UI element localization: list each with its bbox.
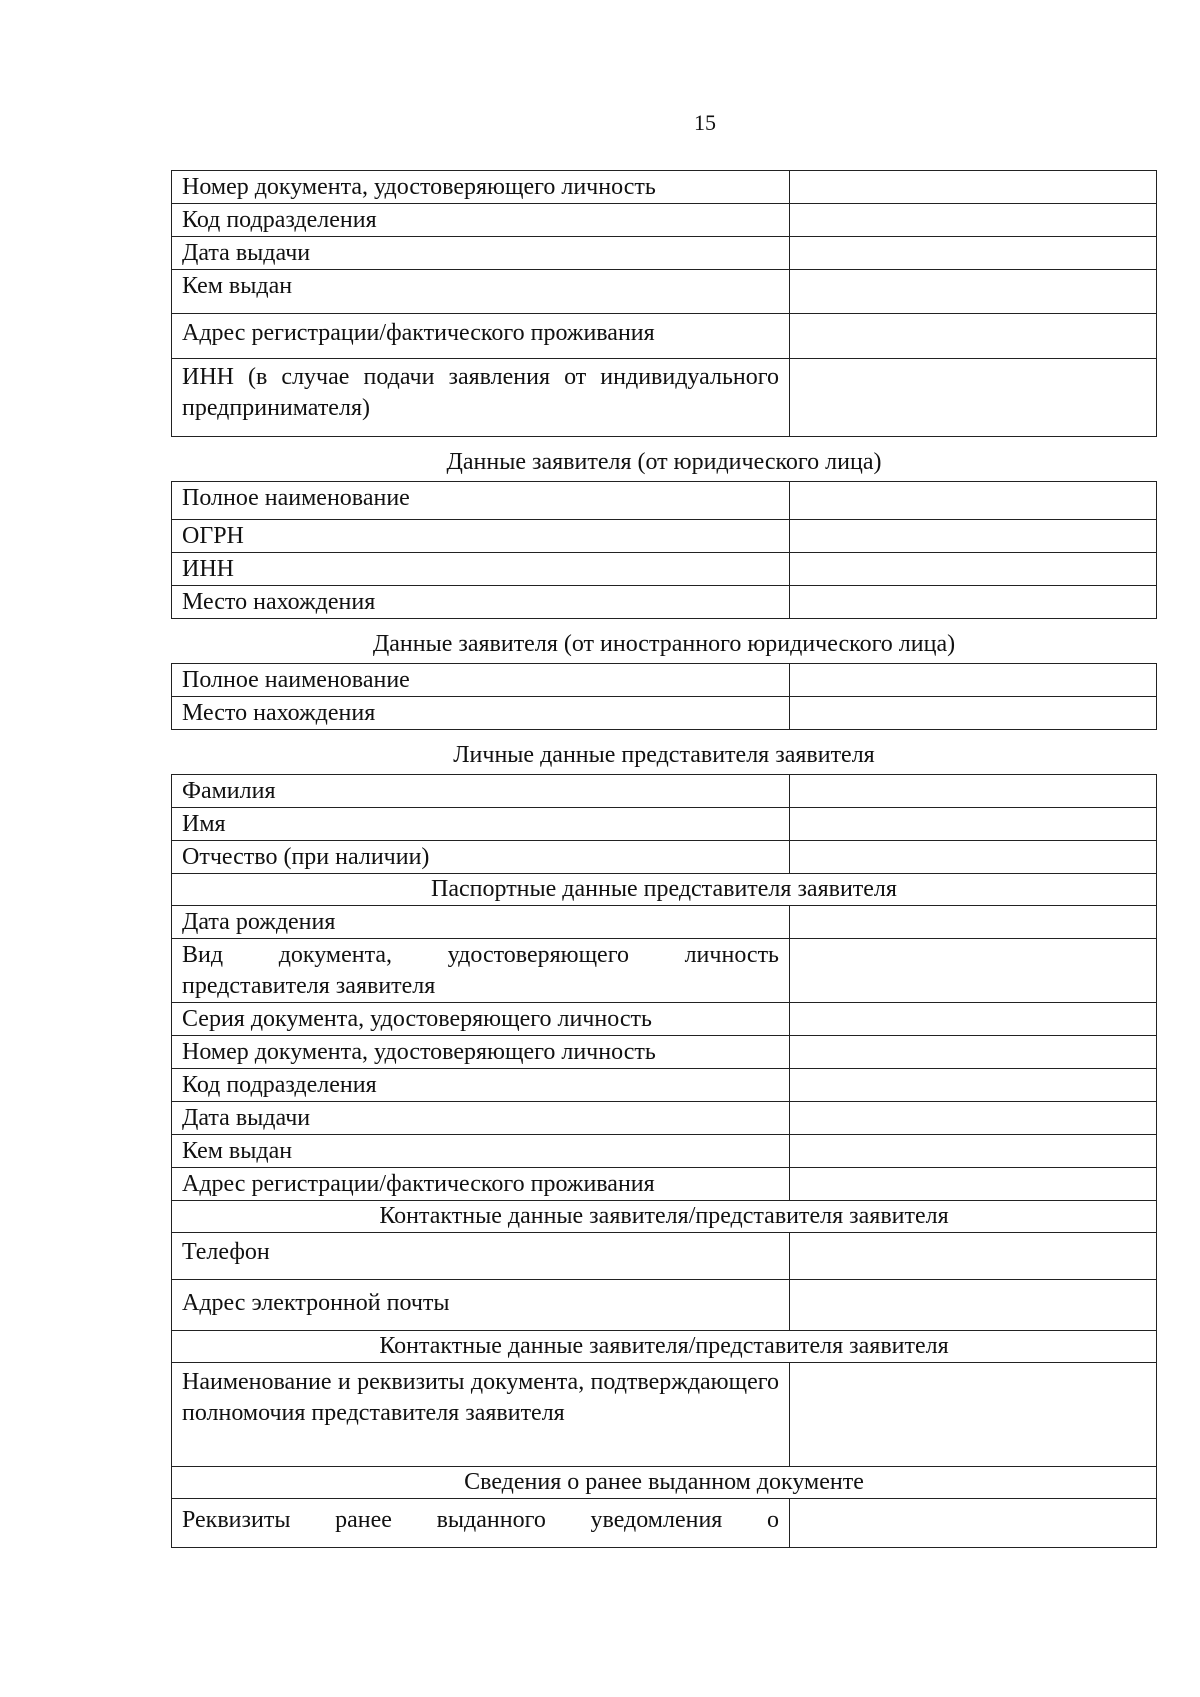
table-row [172, 1280, 1157, 1331]
row-label: Номер документа, удостоверяющего личность [172, 1036, 790, 1069]
row-label: Отчество (при наличии) [172, 841, 790, 874]
row-value-field[interactable] [790, 314, 1157, 359]
section-title-foreign-entity: Данные заявителя (от иностранного юридического лица) [372, 631, 956, 657]
table-row [172, 1499, 1157, 1548]
passport-header: Паспортные данные представителя заявителя [172, 874, 1157, 906]
row-label: Место нахождения [172, 586, 790, 619]
table-row [172, 482, 1157, 520]
page-number: 15 [694, 110, 716, 135]
table-row [172, 1036, 1157, 1069]
table-row [172, 270, 1157, 314]
form-sheet [171, 170, 1157, 1548]
table-row [172, 775, 1157, 808]
foreign-entity-table [171, 663, 1157, 730]
row-value-field[interactable] [790, 171, 1157, 204]
row-label: Фамилия [172, 775, 790, 808]
row-label: ИНН [172, 553, 790, 586]
row-value-field[interactable] [790, 1102, 1157, 1135]
row-value-field[interactable] [790, 1168, 1157, 1201]
row-label: Номер документа, удостоверяющего личность [172, 171, 790, 204]
row-value-field[interactable] [790, 237, 1157, 270]
table-row [172, 520, 1157, 553]
row-label: Вид документа, удостоверяющего личность представителя заявителя [172, 939, 790, 1003]
row-label: Кем выдан [172, 270, 790, 314]
table-row [172, 204, 1157, 237]
row-label: Серия документа, удостоверяющего личность [172, 1003, 790, 1036]
table-row [172, 1003, 1157, 1036]
row-value-field[interactable] [790, 1363, 1157, 1467]
row-value-field[interactable] [790, 808, 1157, 841]
row-value-field[interactable] [790, 1069, 1157, 1102]
table-row [172, 553, 1157, 586]
row-label: ОГРН [172, 520, 790, 553]
row-value-field[interactable] [790, 906, 1157, 939]
table-row [172, 939, 1157, 1003]
table-row [172, 906, 1157, 939]
representative-table [171, 774, 1157, 1548]
row-value-field[interactable] [790, 520, 1157, 553]
table-subheader [172, 1467, 1157, 1499]
row-value-field[interactable] [790, 1003, 1157, 1036]
table-row [172, 841, 1157, 874]
table-subheader [172, 874, 1157, 906]
table-row [172, 237, 1157, 270]
table-subheader [172, 1331, 1157, 1363]
table-row [172, 1135, 1157, 1168]
table-row [172, 1233, 1157, 1280]
table-row [172, 314, 1157, 359]
row-value-field[interactable] [790, 841, 1157, 874]
row-value-field[interactable] [790, 204, 1157, 237]
row-label: Дата выдачи [172, 237, 790, 270]
row-label: Дата рождения [172, 906, 790, 939]
row-value-field[interactable] [790, 1036, 1157, 1069]
row-value-field[interactable] [790, 482, 1157, 520]
row-value-field[interactable] [790, 1280, 1157, 1331]
table-row [172, 1168, 1157, 1201]
row-label: Реквизиты ранее выданного уведомления о [172, 1499, 790, 1548]
table-row [172, 808, 1157, 841]
table-subheader [172, 1201, 1157, 1233]
row-value-field[interactable] [790, 270, 1157, 314]
row-label: Код подразделения [172, 204, 790, 237]
row-label: Адрес электронной почты [172, 1280, 790, 1331]
row-label: Наименование и реквизиты документа, подтверждающего полномочия представителя заявителя [172, 1363, 790, 1467]
table-row [172, 697, 1157, 730]
contact-header: Контактные данные заявителя/представителя заявителя [172, 1201, 1157, 1233]
row-label: ИНН (в случае подачи заявления от индивидуального предпринимателя) [172, 359, 790, 437]
row-label: Телефон [172, 1233, 790, 1280]
row-value-field[interactable] [790, 359, 1157, 437]
row-label: Кем выдан [172, 1135, 790, 1168]
authority-header: Контактные данные заявителя/представителя заявителя [172, 1331, 1157, 1363]
row-value-field[interactable] [790, 1499, 1157, 1548]
row-label: Полное наименование [172, 664, 790, 697]
row-label: Адрес регистрации/фактического проживания [172, 314, 790, 359]
table-row [172, 586, 1157, 619]
row-value-field[interactable] [790, 1135, 1157, 1168]
row-value-field[interactable] [790, 553, 1157, 586]
table-row [172, 1102, 1157, 1135]
row-value-field[interactable] [790, 775, 1157, 808]
table-row [172, 171, 1157, 204]
row-value-field[interactable] [790, 1233, 1157, 1280]
row-value-field[interactable] [790, 664, 1157, 697]
legal-entity-table [171, 481, 1157, 619]
section-title-representative: Личные данные представителя заявителя [453, 742, 875, 768]
row-label: Имя [172, 808, 790, 841]
row-value-field[interactable] [790, 939, 1157, 1003]
row-value-field[interactable] [790, 697, 1157, 730]
row-label: Место нахождения [172, 697, 790, 730]
applicant-document-table [171, 170, 1157, 437]
row-label: Код подразделения [172, 1069, 790, 1102]
previous-document-header: Сведения о ранее выданном документе [172, 1467, 1157, 1499]
row-label: Дата выдачи [172, 1102, 790, 1135]
row-value-field[interactable] [790, 586, 1157, 619]
table-row [172, 1069, 1157, 1102]
row-label: Полное наименование [172, 482, 790, 520]
section-title-legal-entity: Данные заявителя (от юридического лица) [446, 449, 882, 475]
table-row [172, 359, 1157, 437]
row-label: Адрес регистрации/фактического проживания [172, 1168, 790, 1201]
table-row [172, 1363, 1157, 1467]
table-row [172, 664, 1157, 697]
